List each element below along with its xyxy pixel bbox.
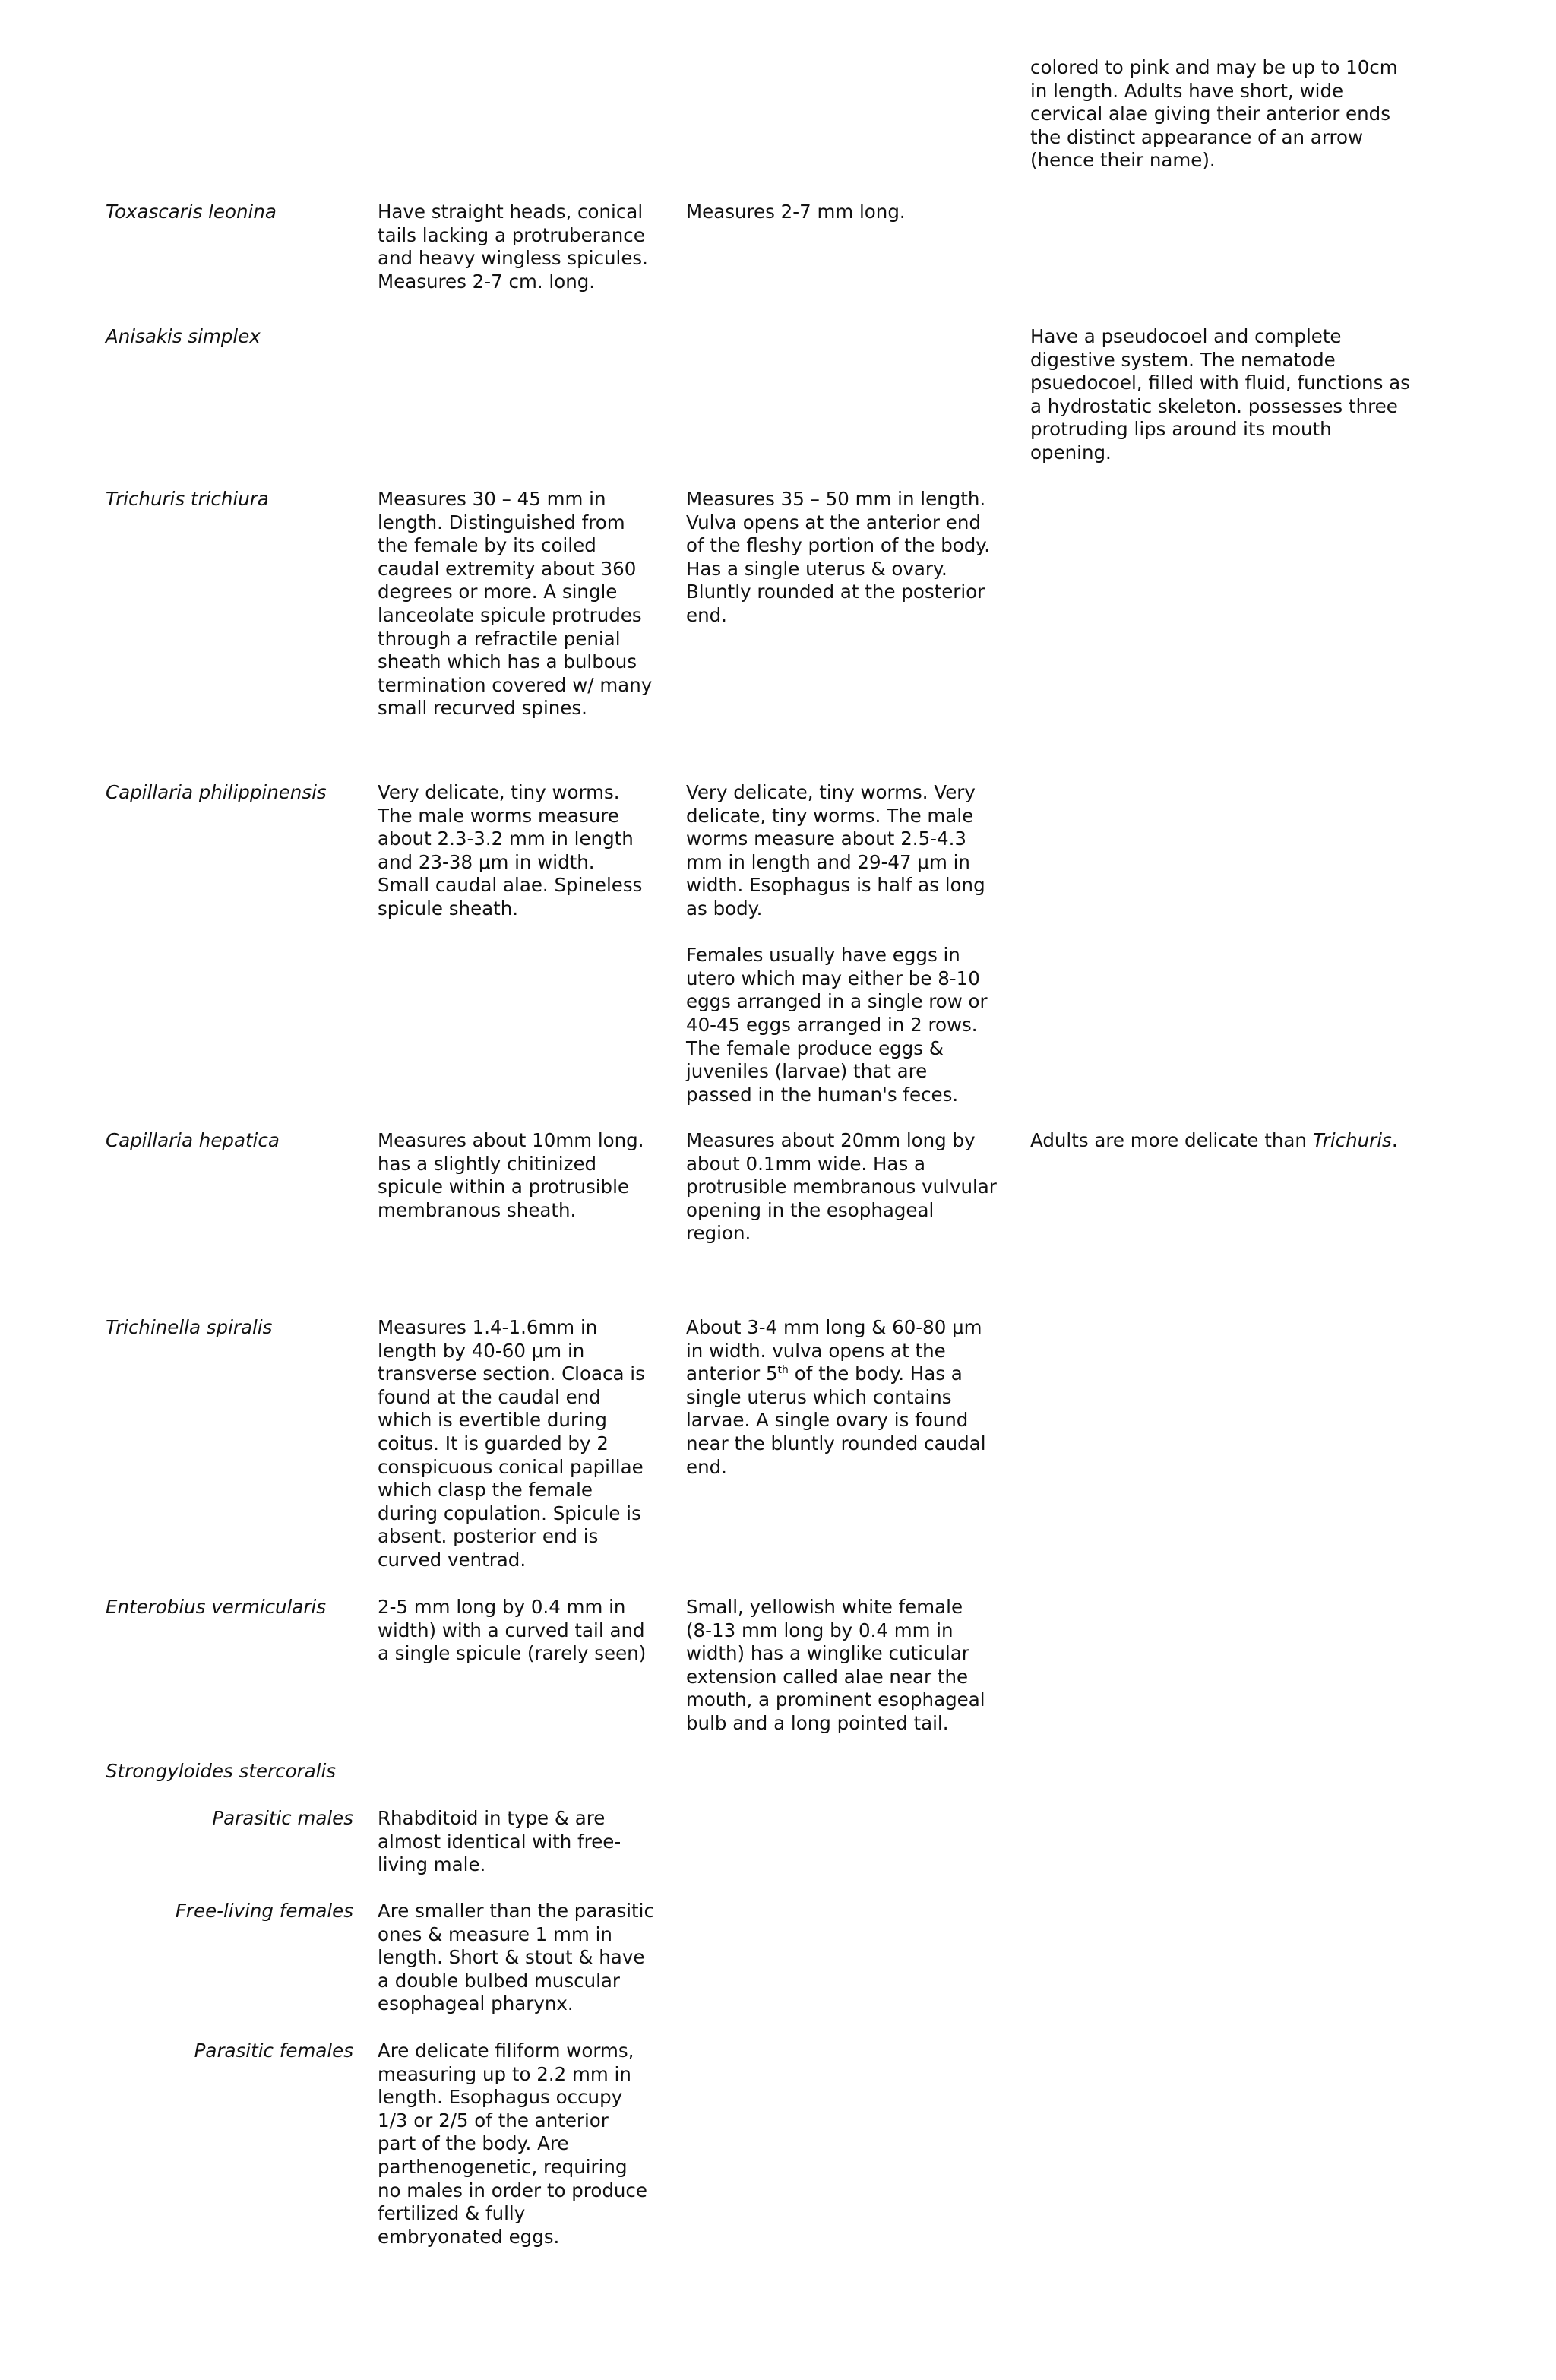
female-text: in width. vulva opens at the [686,1339,946,1362]
female-text: anterior 5 [686,1362,778,1385]
description-cell: colored to pink and may be up to 10cm in length. Adults have short, wide cervical alae giving their anterior ends the distinct appearance of an arrow (hence their name). [1030,56,1398,172]
description-text: Adults are more delicate than [1030,1129,1313,1151]
male-description: Measures 30 – 45 mm in length. Distinguished from the female by its coiled caudal extremity about 360 degrees or more. A single lanceolate spicule protrudes through a refractile penial sheath which has a bulbous termination covered w/ many small recurved spines. [378,488,653,720]
species-name: Trichinella spiralis [106,1316,273,1338]
male-description: Very delicate, tiny worms. The male worms measure about 2.3-3.2 mm in length and 23-38 μm in width. Small caudal alae. Spineless spicule sheath. [378,781,643,919]
female-text: of the body. Has a [788,1362,963,1385]
stage-description: Are delicate filiform worms, measuring up to 2.2 mm in length. Esophagus occupy 1/3 or 2/5 of the anterior part of the body. Are parthenogenetic, requiring no males in order to produce fertilized & fully embryonated eggs. [378,2040,647,2248]
female-description: Small, yellowish white female (8-13 mm long by 0.4 mm in width) has a winglike cuticular extension called alae near the mouth, a prominent esophageal bulb and a long pointed tail. [686,1596,985,1734]
species-name: Capillaria philippinensis [106,781,327,803]
species-name: Strongyloides stercoralis [106,1760,337,1782]
male-description: 2-5 mm long by 0.4 mm in width) with a curved tail and a single spicule (rarely seen) [378,1596,647,1665]
female-description: Measures 2-7 mm long. [686,201,906,223]
male-description: Measures 1.4-1.6mm in length by 40-60 μm in transverse section. Cloaca is found at the caudal end which is evertible during coitus. It is guarded by 2 conspicuous conical papillae which clasp the female during copulation. Spicule is absent. posterior end is curved ventrad. [378,1316,645,1571]
female-description: Very delicate, tiny worms. Very delicate, tiny worms. The male worms measure about 2.5-4.3 mm in length and 29-47 μm in width. Esophagus is half as long as body. Females usually have eggs in utero which may either be 8-10 eggs arranged in a single row or 40-45 eggs arranged in 2 rows. The female produce eggs & juveniles (larvae) that are passed in the human's feces. [686,781,988,1106]
female-text: single uterus which contains larvae. A single ovary is found near the bluntly rounded caudal end. [686,1385,986,1478]
species-name: Anisakis simplex [106,325,261,347]
description-cell [1030,1129,1441,1153]
genus-name: Trichuris [1312,1129,1392,1151]
stage-description: Rhabditoid in type & are almost identical with free- living male. [378,1807,621,1876]
species-name: Toxascaris leonina [106,201,277,223]
female-text: About 3-4 mm long & 60-80 μm [686,1316,982,1338]
stage-name: Parasitic females [194,2040,353,2062]
female-description: Measures 35 – 50 mm in length. Vulva opens at the anterior end of the fleshy portion of the body. Has a single uterus & ovary. Bluntly rounded at the posterior end. [686,488,991,626]
superscript: th [777,1364,789,1377]
male-description: Have straight heads, conical tails lacking a protruberance and heavy wingless spicules. Measures 2-7 cm. long. [378,201,648,293]
description-cell: Have a pseudocoel and complete digestive system. The nematode psuedocoel, filled with fluid, functions as a hydrostatic skeleton. possesses three protruding lips around its mouth opening. [1030,325,1410,464]
female-description [686,1316,1013,1479]
description-text: . [1391,1129,1398,1151]
species-name: Capillaria hepatica [106,1129,280,1151]
species-name: Enterobius vermicularis [106,1596,326,1618]
stage-name: Free-living females [175,1900,353,1922]
male-description: Measures about 10mm long. has a slightly chitinized spicule within a protrusible membranous sheath. [378,1129,644,1221]
stage-description: Are smaller than the parasitic ones & measure 1 mm in length. Short & stout & have a double bulbed muscular esophageal pharynx. [378,1900,654,2015]
female-description: Measures about 20mm long by about 0.1mm wide. Has a protrusible membranous vulvular opening in the esophageal region. [686,1129,997,1245]
stage-name: Parasitic males [212,1807,353,1829]
species-name: Trichuris trichiura [106,488,269,510]
